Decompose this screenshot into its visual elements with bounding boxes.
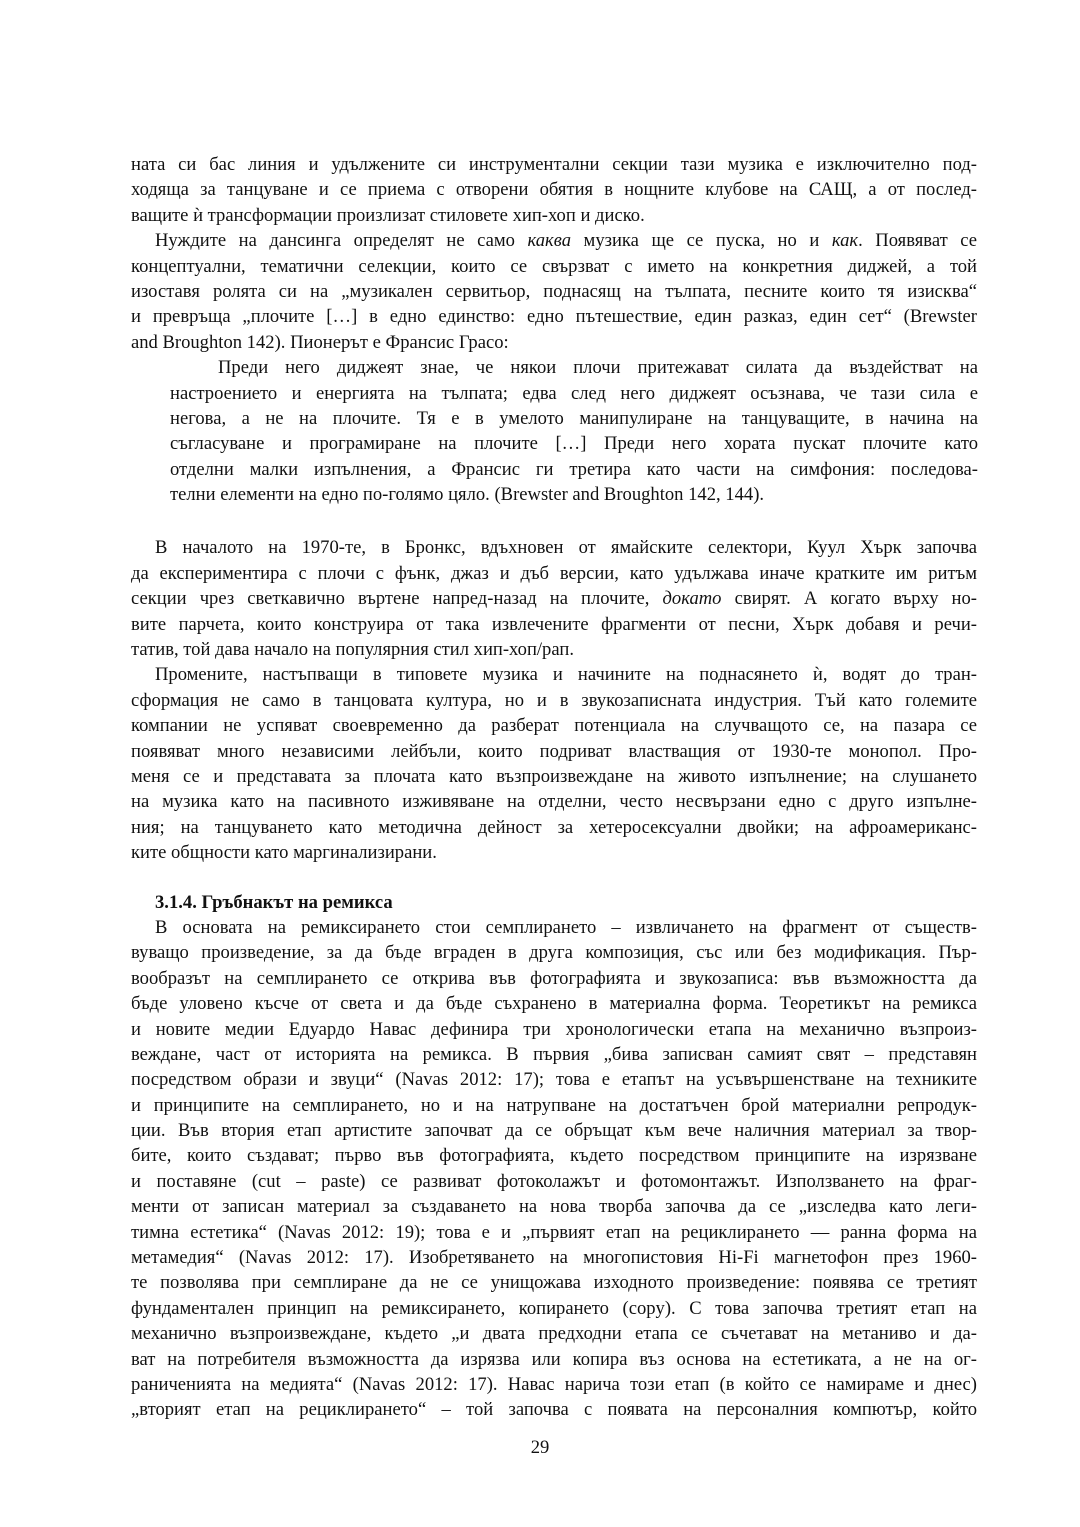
- paragraph-2: [131, 228, 977, 355]
- paragraph-4: [131, 662, 977, 865]
- text-line: В началото на 1970-те, в Бронкс, вдъхновен от ямайските селектори, Куул Хърк започва: [155, 537, 977, 559]
- text-line: веждане, част от историята на ремикса. В първия „бива записван самият свят – представян: [131, 1043, 977, 1065]
- text-line: бъде уловено късче от света и да бъде съхранено в материална форма. Теоретикът на ремикса: [131, 993, 977, 1015]
- text-line: ната си бас линия и удължените си инструментални секции тази музика е изключително под-: [131, 154, 977, 175]
- text-line: фундаментален принцип на ремиксирането, копирането (copy). С това започва третият етап на: [131, 1297, 977, 1319]
- text-run: секции чрез светкавично въртене напред-назад на плочите,: [131, 588, 650, 610]
- spacer: [131, 866, 977, 890]
- text-line: посредством образи и звуци“ (Navas 2012: 17); това е етапът на усъвършенстване на техниките: [131, 1069, 977, 1091]
- text-line: те позволява при семплиране да не се унищожава изходното произведение: появява се третият: [131, 1272, 977, 1294]
- text-line: ции. Във втория етап артистите започват да се обръщат към вече наличния материал за твор-: [131, 1120, 977, 1142]
- quote-line: телни елементи на едно по-голямо цяло. (Brewster and Broughton 142, 144).: [170, 484, 765, 506]
- text-run: свирят. А когато върху но-: [734, 588, 977, 610]
- text-line: [131, 228, 977, 253]
- text-line: ния; на танцуването като методична дейност за хетеросексуални двойки; на афроамериканс-: [131, 816, 977, 838]
- text-run: Нуждите на дансинга определят не само: [155, 230, 515, 252]
- text-line: механично възпроизвеждане, където „и двата предходни етапа се съчетават на метаниво и да-: [131, 1323, 977, 1345]
- body-text: [131, 152, 977, 1423]
- quote-line: негова, а не на плочите. Тя е в умелото манипулиране на танцуващите, в начина на: [170, 407, 978, 429]
- text-run: . Появяват се: [858, 230, 977, 252]
- text-line: появяват много независими лейбъли, които подриват властващия от 1930-те монопол. Про-: [131, 740, 977, 762]
- spacer: [131, 507, 977, 535]
- quote-line: настроението и енергията на тълпата; едва след него диджеят осъзнава, че тази сила е: [170, 382, 978, 404]
- text-line: вите парчета, които конструира от така извлечените фрагменти от песни, Хърк добавя и речи-: [131, 613, 977, 635]
- text-line: ките общности като маргинализирани.: [131, 842, 437, 864]
- text-line: изоставя ролята си на „музикален сервитьор, поднасящ на тълпата, песните които тя изисква“: [131, 280, 977, 302]
- page-number: 29: [530, 1437, 550, 1458]
- quote-line: съгласуване и програмиране на плочите […] Преди него хората пускат плочите като: [170, 433, 978, 455]
- text-line: [131, 586, 977, 611]
- text-line: раниченията на медията“ (Navas 2012: 17). Навас нарича този етап (в който се намираме и днес): [131, 1373, 977, 1395]
- text-line: „вторият етап на рециклирането“ – той започва с появата на персоналния компютър, който: [131, 1399, 977, 1421]
- text-line: компании не успяват своевременно да разберат потенциала на случващото се, на пазара се: [131, 715, 977, 737]
- text-run: музика ще се пуска, но и: [583, 230, 820, 252]
- quote-line: Преди него диджеят знае, че някои плочи притежават силата да въздействат на: [218, 357, 978, 379]
- text-line: Промените, настъпващи в типовете музика и начините на поднасянето ѝ, водят до тран-: [155, 664, 977, 686]
- italic-word: как: [831, 230, 859, 252]
- text-line: сформация не само в танцовата култура, но и в звукозаписната индустрия. Тъй като големите: [131, 689, 977, 711]
- text-line: и новите медии Едуардо Навас дефинира три хронологически етапа на механично възпроиз-: [131, 1018, 977, 1040]
- text-line: ващите ѝ трансформации произлизат стиловете хип-хоп и диско.: [131, 204, 645, 226]
- text-line: вообразът на семплирането се открива във фотографията и звукозаписа: във възможността да: [131, 967, 977, 989]
- text-line: менти от записан материал за създаването на нова творба започва да се „изследва като леги-: [131, 1196, 977, 1218]
- text-line: В основата на ремиксирането стои семплирането – извличането на фрагмент от съществ-: [155, 916, 977, 938]
- text-line: и превръща „плочите […] в едно единство: едно пътешествие, един разказ, един сет“ (Brewster: [131, 306, 977, 328]
- paragraph-3: [131, 535, 977, 662]
- text-line: да експериментира с плочи с фънк, джаз и дъб версии, като удължава иначе кратките им ритъм: [131, 562, 977, 584]
- text-line: и принципите на семплирането, но и на натрупване на достатъчен брой материални репродук-: [131, 1094, 977, 1116]
- text-line: и поставяне (cut – paste) се развиват фотоколажът и фотомонтажът. Използването на фраг-: [131, 1170, 977, 1192]
- text-line: татив, той дава начало на популярния стил хип-хоп/рап.: [131, 639, 574, 661]
- section-heading: 3.1.4. Гръбнакът на ремикса: [155, 891, 393, 913]
- text-line: концептуални, тематични селекции, които се свързват с името на конкретния диджей, а той: [131, 255, 977, 277]
- paragraph-5: [131, 915, 977, 1423]
- text-line: ходяща за танцуване и се приема с отворени обятия в нощните клубове на САЩ, а от послед-: [131, 179, 977, 201]
- text-line: метамедия“ (Navas 2012: 17). Изобретяването на многопистовия Hi-Fi магнетофон през 1960-: [131, 1247, 977, 1269]
- text-line: ват на потребителя възможността да изрязва или копира въз основа на естетиката, а не на ог-: [131, 1348, 977, 1370]
- text-line: тимна естетика“ (Navas 2012: 19); това е и „първият етап на рециклирането — ранна форма на: [131, 1221, 977, 1243]
- text-line: вуващо произведение, за да бъде вграден в друга композиция, със или без модификация. Пър-: [131, 942, 977, 964]
- paragraph-1: [131, 152, 977, 228]
- italic-word: докато: [662, 588, 722, 610]
- text-line: and Broughton 142). Пионерът е Франсис Грасо:: [131, 331, 509, 353]
- text-line: бите, които създават; първо във фотографията, където посредством принципите на изрязване: [131, 1145, 977, 1167]
- italic-word: каква: [527, 230, 571, 252]
- block-quote: [131, 355, 977, 507]
- text-line: на музика като на пасивното изживяване на отделни, често несвързани едно с друго изпълне-: [131, 791, 977, 813]
- text-line: меня се и представата за плочата като възпроизвеждане на живото изпълнение; на слушането: [131, 765, 977, 787]
- quote-line: отделни малки изпълнения, а Франсис ги третира като части на симфония: последова-: [170, 458, 978, 480]
